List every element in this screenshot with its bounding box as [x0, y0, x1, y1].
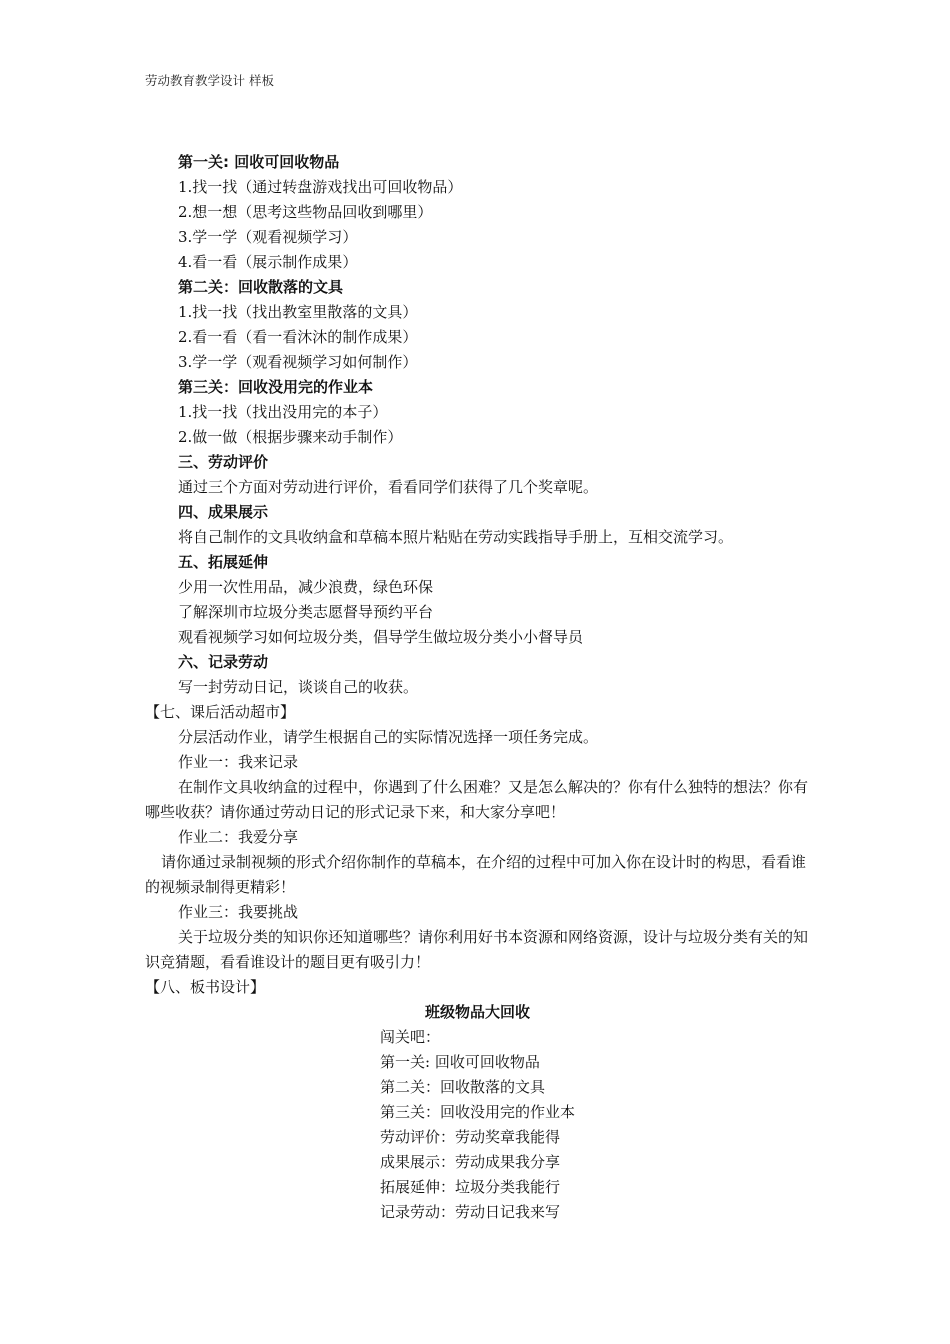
- stage2-title: 第二关：回收散落的文具: [178, 278, 344, 296]
- section-results-text: 将自己制作的文具收纳盒和草稿本照片粘贴在劳动实践指导手册上，互相交流学习。: [178, 528, 734, 546]
- section-extension-item: 观看视频学习如何垃圾分类，倡导学生做垃圾分类小小督导员: [178, 628, 584, 646]
- board-line: 拓展延伸：垃圾分类我能行: [380, 1178, 561, 1196]
- board-line: 第三关：回收没用完的作业本: [380, 1103, 576, 1121]
- stage2-item: 2.看一看（看一看沐沐的制作成果）: [178, 328, 418, 346]
- board-line: 成果展示：劳动成果我分享: [380, 1153, 561, 1171]
- stage2-item: 1.找一找（找出教室里散落的文具）: [178, 303, 418, 321]
- stage2-item: 3.学一学（观看视频学习如何制作）: [178, 353, 418, 371]
- section-evaluation-title: 三、劳动评价: [178, 453, 269, 471]
- board-line: 记录劳动：劳动日记我来写: [380, 1203, 561, 1221]
- board-line: 劳动评价：劳动奖章我能得: [380, 1128, 561, 1146]
- stage1-item: 3.学一学（观看视频学习）: [178, 228, 358, 246]
- board-line: 第一关: 回收可回收物品: [380, 1053, 540, 1071]
- stage3-title: 第三关：回收没用完的作业本: [178, 378, 374, 396]
- board-heading: 班级物品大回收: [424, 1003, 530, 1021]
- section-record-text: 写一封劳动日记，谈谈自己的收获。: [178, 678, 419, 696]
- stage1-item: 1.找一找（通过转盘游戏找出可回收物品）: [178, 178, 463, 196]
- section-extension-item: 少用一次性用品，减少浪费，绿色环保: [178, 578, 434, 596]
- section-evaluation-text: 通过三个方面对劳动进行评价，看看同学们获得了几个奖章呢。: [178, 478, 599, 496]
- homework2-text: 请你通过录制视频的形式介绍你制作的草稿本，在介绍的过程中可加入你在设计时的构思，看看谁的视频录制得更精彩！: [145, 853, 807, 896]
- stage3-item: 1.找一找（找出没用完的本子）: [178, 403, 388, 421]
- section-extension-item: 了解深圳市垃圾分类志愿督导预约平台: [178, 603, 434, 621]
- section-results-title: 四、成果展示: [178, 503, 269, 521]
- stage1-item: 4.看一看（展示制作成果）: [178, 253, 358, 271]
- page-header: 劳动教育教学设计 样板: [145, 73, 274, 88]
- homework1-title: 作业一：我来记录: [178, 753, 299, 771]
- board-line: 闯关吧：: [380, 1028, 441, 1046]
- board-line: 第二关：回收散落的文具: [380, 1078, 546, 1096]
- activity-intro: 分层活动作业，请学生根据自己的实际情况选择一项任务完成。: [178, 728, 599, 746]
- homework1-text: 在制作文具收纳盒的过程中，你遇到了什么困难？又是怎么解决的？你有什么独特的想法？你有哪些收获？请你通过劳动日记的形式记录下来，和大家分享吧！: [145, 778, 809, 821]
- homework3-text: 关于垃圾分类的知识你还知道哪些？请你利用好书本资源和网络资源，设计与垃圾分类有关的知识竞猜题，看看谁设计的题目更有吸引力！: [145, 928, 809, 971]
- stage1-item: 2.想一想（思考这些物品回收到哪里）: [178, 203, 433, 221]
- document-body: [145, 150, 810, 1225]
- homework3-title: 作业三：我要挑战: [178, 903, 299, 921]
- section-activity-title: 【七、课后活动超市】: [145, 703, 296, 721]
- stage1-title: 第一关: 回收可回收物品: [178, 153, 340, 171]
- section-record-title: 六、记录劳动: [178, 653, 269, 671]
- section-extension-title: 五、拓展延伸: [178, 553, 269, 571]
- section-board-title: 【八、板书设计】: [145, 978, 266, 996]
- stage3-item: 2.做一做（根据步骤来动手制作）: [178, 428, 403, 446]
- homework2-title: 作业二：我爱分享: [178, 828, 299, 846]
